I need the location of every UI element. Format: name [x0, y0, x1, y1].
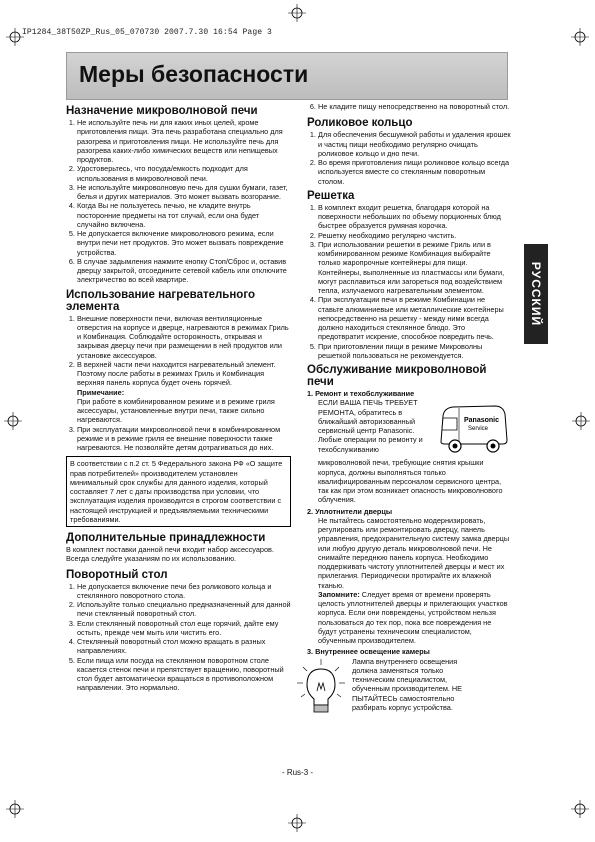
grill-list	[307, 203, 511, 360]
list-item	[77, 360, 291, 425]
registration-mark-icon	[288, 4, 306, 22]
lamp-icon	[295, 657, 347, 717]
accessories-text: В комплект поставки данной печи входит набор аксессуаров. Всегда следуйте указаниям по их использованию.	[66, 545, 274, 564]
language-tab-label: РУССКИЙ	[529, 261, 543, 327]
language-tab	[524, 244, 548, 344]
heating-list	[66, 314, 291, 453]
registration-mark-icon	[288, 814, 306, 832]
turntable-list-continued	[307, 102, 511, 111]
service-repair-block	[307, 398, 511, 504]
print-header-line: IP1284_38T50ZP_Rus_05_070730 2007.7.30 16:54 Page 3	[22, 28, 272, 37]
list-item: 6. В случае задымления нажмите кнопку Стоп/Сброс и, оставив дверцу закрытой, отсоедините сетевой кабель или отключите электричество во всей квартире.	[77, 257, 291, 285]
list-item: 1. Не допускается включение печи без роликового кольца и стеклянного поворотного стола.	[77, 582, 291, 601]
list-item: 6. Не кладите пищу непосредственно на поворотный стол.	[318, 102, 511, 111]
remember-title: Запомните:	[318, 589, 360, 599]
registration-mark-icon	[572, 412, 590, 430]
roller-list	[307, 130, 511, 186]
list-item: 1. В комплект входит решетка, благодаря которой на поверхности небольших по объему порционных блюд быстрее образуется румяная корочка.	[318, 203, 511, 231]
service-repair-text-b: микроволновой печи, требующие снятия крышки корпуса, должны выполняться только квалифицированным персоналом сервисного центра, так как при этом возникает опасность микроволнового облучения.	[318, 458, 503, 505]
section-heading-roller: Роликовое кольцо	[307, 117, 413, 130]
van-service-text: Service	[468, 426, 489, 433]
list-item: 2. Используйте только специально предназначенный для данной печи стеклянный поворотный стол.	[77, 600, 291, 619]
registration-mark-icon	[6, 28, 24, 46]
section-heading-service: Обслуживание микроволновой печи	[307, 364, 487, 388]
list-item: 3. Если стеклянный поворотный стол еще горячий, дайте ему остыть, прежде чем мыть или чистить его.	[77, 619, 291, 638]
left-column	[66, 102, 291, 693]
section-heading-grill: Решетка	[307, 189, 355, 202]
list-item: 3. При использовании решетки в режиме Гриль или в комбинированном режиме Комбинация выбирайте только жаропрочные контейнеры для пищи. Контейнеры, выполненные из пластмассы или бумаги, могут расплавиться или загореться под воздействием тепла, излучаемого нагревательным элементом.	[318, 240, 511, 296]
service-seals-block	[307, 516, 511, 646]
service-remember	[318, 590, 511, 646]
list-item: 3. При эксплуатации микроволновой печи в комбинированном режиме и в режиме гриля ее внешние поверхности также нагреваются. Не позволяйте детям дотрагиваться до них.	[77, 425, 291, 453]
registration-mark-icon	[571, 800, 589, 818]
remember-text: Следует время от времени проверять целость уплотнителей дверцы и прилегающих участков корпуса. Если они повреждены, устройством нельзя пользоваться до тех пор, пока все повреждения не будут устранены техническим специалистом, обученным производителем.	[318, 589, 508, 645]
section-heading-turntable: Поворотный стол	[66, 568, 168, 581]
service-light-block	[307, 657, 511, 713]
list-item: 4. Когда Вы не пользуетесь печью, не кладите внутрь посторонние предметы на тот случай, если она будет случайно включена.	[77, 201, 291, 229]
page-title: Меры безопасности	[79, 61, 309, 87]
list-item: 1. Не используйте печь ни для каких иных целей, кроме приготовления пищи. Эта печь разработана специально для разогрева и приготовления пищи. Не используйте печь для разогрева каких-либо химических веществ или непищевых продуктов.	[77, 118, 291, 164]
van-brand-text: Panasonic	[464, 417, 500, 425]
list-item: 2. Удостоверьтесь, что посуда/емкость подходит для использования в микроволновой печи.	[77, 164, 291, 183]
law-notice-box: В соответствии с п.2 ст. 5 Федерального закона РФ «О защите прав потребителей» производителем установлен минимальный срок службы для данного изделия, который составляет 7 лет с даты производства при условии, что эксплуатация изделия производится в строгом соответствии с настоящей инструкцией и предъявляемыми техническими требованиями.	[66, 456, 291, 527]
title-banner	[66, 52, 508, 100]
list-item: 5. Если пища или посуда на стеклянном поворотном столе касается стенок печи и препятствует вращению, поворотный стол будет автоматически вращаться в противоположном направлении. Это нормально.	[77, 656, 291, 693]
service-van-icon	[437, 400, 511, 458]
service-subheading-seals: 2. Уплотнители дверцы	[307, 506, 393, 516]
purpose-list	[66, 118, 291, 285]
list-item: 5. Не допускается включение микроволнового режима, если внутри печи нет продуктов. Это может вызвать повреждение устройства.	[77, 229, 291, 257]
list-item: 4. Стеклянный поворотный стол можно вращать в разных направлениях.	[77, 637, 291, 656]
section-heading-accessories: Дополнительные принадлежности	[66, 532, 266, 544]
section-heading-purpose: Назначение микроволновой печи	[66, 105, 258, 117]
list-item-text: В верхней части печи находится нагревательный элемент. Поэтому после работы в режимах Гриль и Комбинация верхняя панель корпуса будет очень горячей.	[77, 359, 276, 388]
right-column	[307, 102, 511, 712]
list-item: 1. Внешние поверхности печи, включая вентиляционные отверстия на корпусе и дверце, нагреваются в режимах Гриль и Комбинация. Соблюдайте осторожность, открывая и закрывая дверцу печи при размещении в ней продуктов или установке аксессуаров.	[77, 314, 291, 360]
list-item: 1. Для обеспечения бесшумной работы и удаления крошек и частиц пищи необходимо регулярно очищать роликовое кольцо и дно печи.	[318, 130, 511, 158]
note-text: При работе в комбинированном режиме и в режиме гриля аксессуары, установленные внутри печи, также сильно нагреваются.	[77, 396, 275, 425]
list-item: 2. Во время приготовления пищи роликовое кольцо всегда используется вместе со стеклянным поворотным столом.	[318, 158, 511, 186]
service-subheading-light: 3. Внутреннее освещение камеры	[307, 647, 430, 657]
list-item: 2. Решетку необходимо регулярно чистить.	[318, 231, 511, 240]
registration-mark-icon	[571, 28, 589, 46]
turntable-list	[66, 582, 291, 693]
registration-mark-icon	[4, 412, 22, 430]
page-number: - Rus-3 -	[281, 768, 314, 777]
note-title: Примечание:	[77, 387, 125, 397]
list-item: 3. Не используйте микроволновую печь для сушки бумаги, газет, белья и других материалов. Это может вызвать возгорание.	[77, 183, 291, 202]
service-subheading-repair: 1. Ремонт и техобслуживание	[307, 389, 415, 398]
service-light-text: Лампа внутреннего освещения должна заменяться только техническим специалистом, обученным производителем. НЕ ПЫТАЙТЕСЬ самостоятельно разбирать корпус устройства.	[352, 656, 463, 712]
list-item: 4. При эксплуатации печи в режиме Комбинации не ставьте алюминиевые или металлические контейнеры непосредственно на решетку - между ними всегда должно находиться стеклянное блюдо. Это предотвратит искрение, способное повредить печь.	[318, 295, 511, 341]
service-seals-text: Не пытайтесь самостоятельно модернизировать, регулировать или ремонтировать дверцу, панель управления, предохранительную систему замка дверцы или любую другую деталь микроволновой печи. Не снимайте переднюю панель корпуса. Необходимо поддерживать чистоту уплотнителей дверцы и мест их прилегания. Периодически протирайте их влажной тканью.	[318, 515, 510, 590]
list-item: 5. При приготовлении пищи в режиме Микроволны решеткой пользоваться не рекомендуется.	[318, 342, 511, 361]
section-heading-heating: Использование нагревательного элемента	[66, 288, 255, 313]
registration-mark-icon	[6, 800, 24, 818]
service-repair-text-a: ЕСЛИ ВАША ПЕЧЬ ТРЕБУЕТ РЕМОНТА, обратитесь в ближайший авторизованный сервисный центр Panasonic. Любые операции по ремонту и техобслуживанию	[318, 398, 423, 454]
